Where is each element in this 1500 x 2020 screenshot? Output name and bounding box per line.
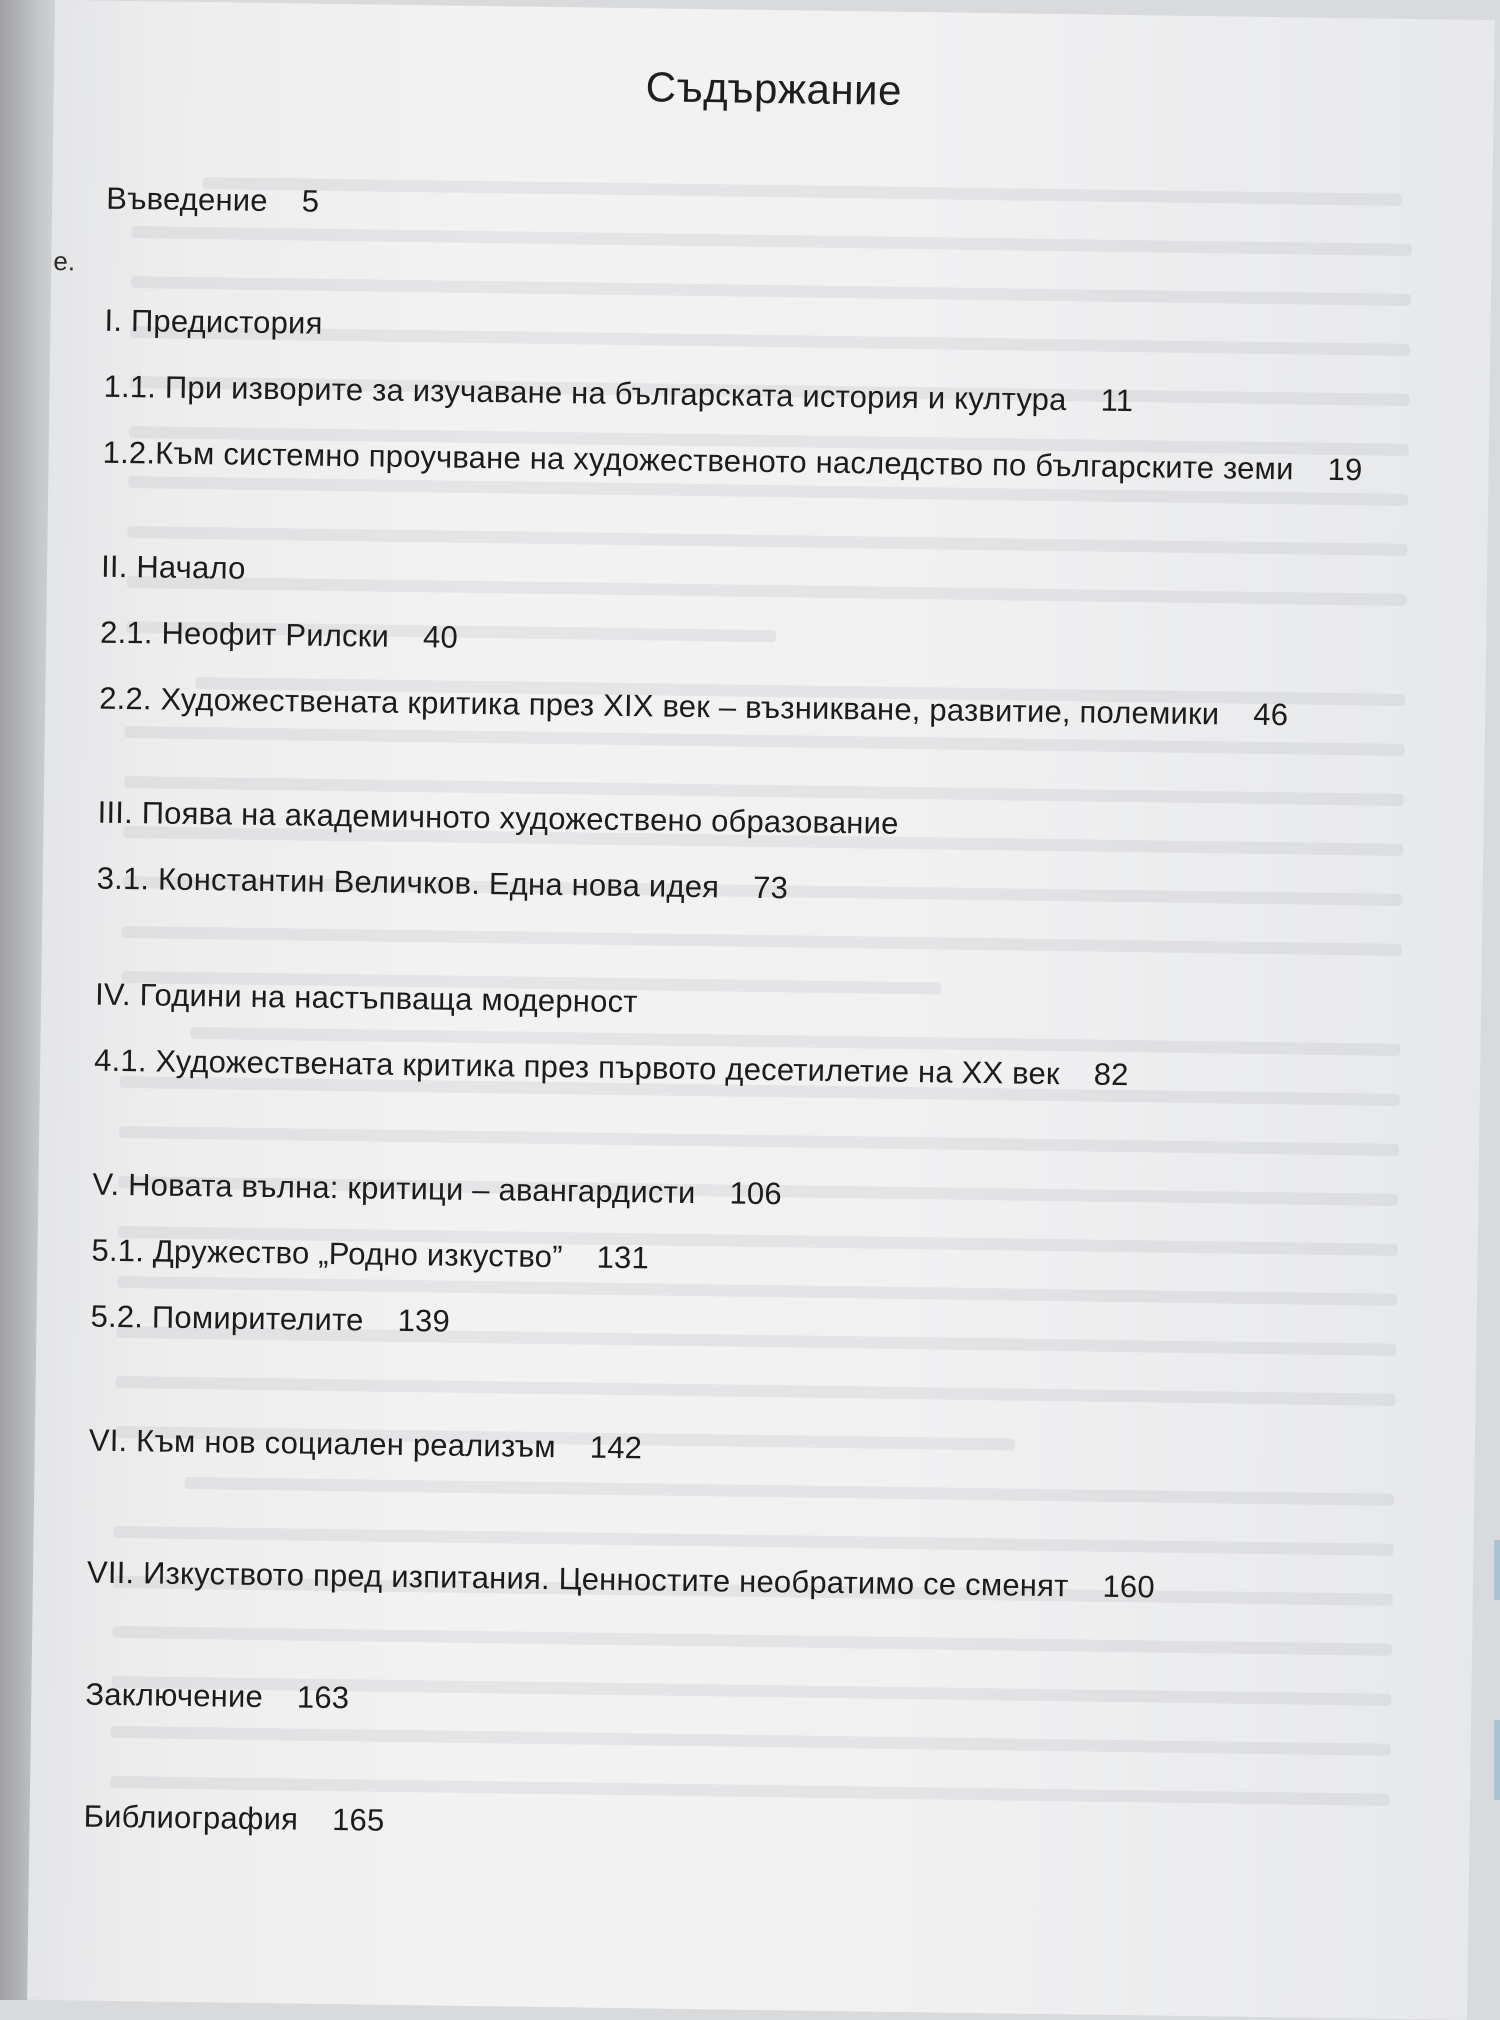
bleed-through-line bbox=[127, 576, 1407, 606]
toc-entry-section-2-2 bbox=[99, 681, 1288, 734]
toc-entry-text: 1.1. При изворите за изучаване на българската история и култура bbox=[103, 368, 1067, 418]
toc-entry-text: II. Начало bbox=[100, 548, 246, 586]
toc-entry-text: VI. Към нов социален реализъм bbox=[88, 1422, 557, 1465]
toc-entry-section-5-1 bbox=[91, 1233, 649, 1277]
book-page bbox=[27, 0, 1495, 2020]
toc-page-number: 163 bbox=[296, 1679, 350, 1716]
toc-entry-text: 5.2. Помирителите bbox=[90, 1298, 364, 1338]
toc-entry-section-3-1 bbox=[96, 861, 788, 907]
edge-text-fragment: е. bbox=[53, 246, 76, 277]
bleed-through-line bbox=[116, 1376, 1396, 1406]
toc-page-number: 11 bbox=[1100, 382, 1134, 419]
toc-entry-intro bbox=[106, 181, 319, 220]
toc-page-number: 46 bbox=[1253, 696, 1289, 733]
bleed-through-line bbox=[119, 1126, 1399, 1156]
toc-entry-text: VII. Изкуството пред изпитания. Ценностите необратимо се сменят bbox=[86, 1554, 1069, 1604]
toc-entry-chapter-6 bbox=[89, 1423, 643, 1467]
toc-entry-text: 5.1. Дружество „Родно изкуство” bbox=[91, 1232, 563, 1275]
bleed-through-line bbox=[184, 1477, 1394, 1506]
toc-page-number: 160 bbox=[1102, 1568, 1156, 1605]
toc-page-number: 73 bbox=[752, 869, 789, 906]
toc-entry-text: V. Новата вълна: критици – авангардисти bbox=[92, 1166, 696, 1211]
toc-entry-section-5-2 bbox=[90, 1299, 450, 1340]
bleed-through-line bbox=[114, 1526, 1394, 1556]
toc-entry-text: IV. Години на настъпваща модерност bbox=[94, 976, 638, 1020]
toc-page-number: 142 bbox=[589, 1429, 643, 1466]
toc-entry-bibliography bbox=[83, 1799, 384, 1839]
toc-entry-text: 2.1. Неофит Рилски bbox=[99, 614, 390, 654]
toc-page-number: 131 bbox=[596, 1239, 650, 1276]
background-blue-mark bbox=[1494, 1540, 1500, 1600]
toc-entry-text: III. Поява на академичното художествено образование bbox=[97, 794, 899, 841]
toc-page-number: 5 bbox=[301, 183, 320, 219]
toc-entry-section-2-1 bbox=[100, 615, 458, 656]
toc-entry-conclusion bbox=[85, 1677, 349, 1717]
background-blue-mark bbox=[1494, 1720, 1500, 1800]
toc-entry-text: I. Предистория bbox=[104, 302, 323, 341]
toc-entry-text: 4.1. Художествената критика през първото десетилетие на XX век bbox=[93, 1042, 1060, 1092]
toc-entry-text: 1.2.Към системно проучване на художественото наследство по българските земи bbox=[102, 434, 1294, 487]
bleed-through-line bbox=[131, 276, 1411, 306]
page-title: Съдържание bbox=[645, 63, 903, 114]
bleed-through-line bbox=[127, 526, 1407, 556]
toc-page-number: 82 bbox=[1093, 1056, 1129, 1093]
toc-entry-chapter-4 bbox=[95, 977, 638, 1021]
toc-entry-text: Въведение bbox=[105, 180, 269, 218]
bleed-through-line bbox=[112, 1626, 1392, 1656]
bleed-through-line bbox=[111, 1726, 1391, 1756]
bleed-through-line bbox=[122, 926, 1402, 956]
toc-entry-chapter-2 bbox=[101, 549, 246, 587]
toc-entry-text: Библиография bbox=[83, 1798, 299, 1837]
toc-entry-chapter-1 bbox=[104, 303, 323, 342]
toc-entry-text: 3.1. Константин Величков. Една нова идея bbox=[96, 860, 720, 905]
toc-entry-text: 2.2. Художествената критика през XIX век – възникване, развитие, полемики bbox=[99, 680, 1220, 732]
toc-entry-section-1-1 bbox=[103, 369, 1133, 419]
bleed-through-line bbox=[202, 177, 1402, 206]
toc-page-number: 40 bbox=[422, 619, 459, 655]
toc-entry-chapter-7 bbox=[87, 1555, 1155, 1606]
toc-entry-text: Заключение bbox=[85, 1676, 264, 1715]
toc-page-number: 19 bbox=[1327, 451, 1363, 488]
bleed-through-line bbox=[132, 226, 1412, 256]
toc-page-number: 165 bbox=[331, 1802, 385, 1838]
toc-page-number: 106 bbox=[729, 1175, 783, 1212]
toc-page-number: 139 bbox=[397, 1302, 451, 1339]
toc-entry-chapter-5 bbox=[92, 1167, 782, 1213]
